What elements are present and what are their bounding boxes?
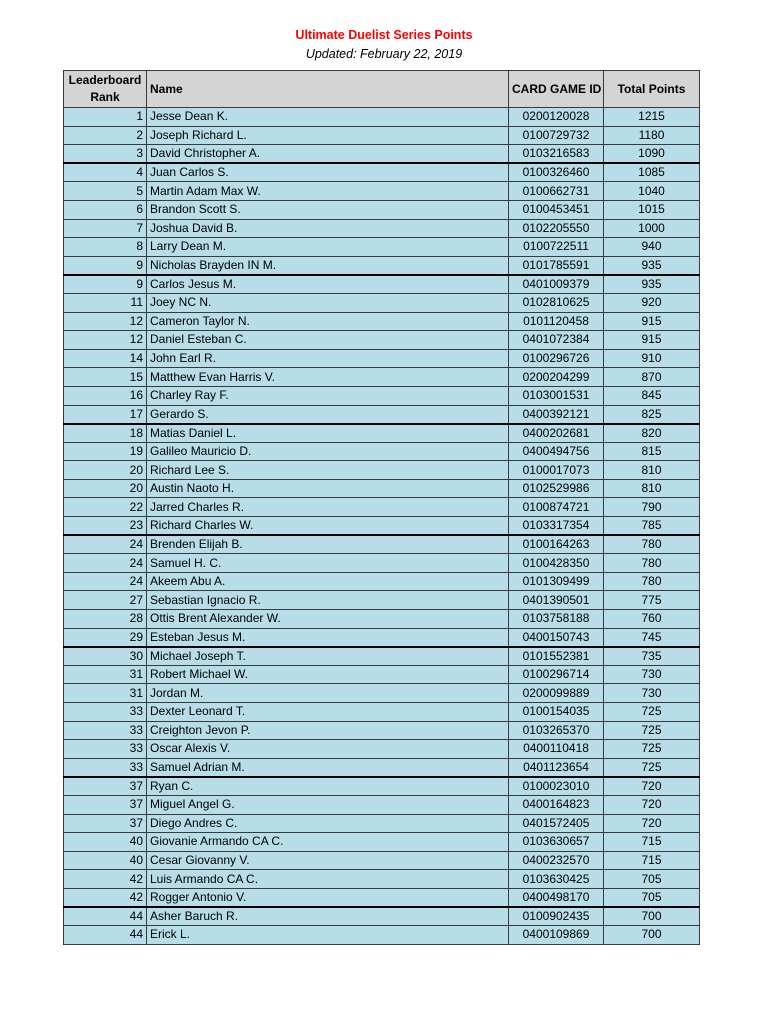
rank-cell: 33 (64, 740, 147, 759)
total-points-cell: 1180 (604, 126, 700, 145)
name-cell: Juan Carlos S. (147, 163, 509, 182)
card-game-id-cell: 0103216583 (509, 145, 604, 164)
table-row (64, 200, 700, 219)
card-game-id-cell: 0103630657 (509, 833, 604, 852)
table-row (64, 163, 700, 182)
total-points-cell: 725 (604, 703, 700, 722)
name-cell: Michael Joseph T. (147, 647, 509, 666)
card-game-id-cell: 0400109869 (509, 926, 604, 945)
leaderboard-table (63, 70, 700, 945)
total-points-cell: 845 (604, 386, 700, 405)
table-row (64, 108, 700, 127)
rank-cell: 12 (64, 331, 147, 350)
table-row (64, 535, 700, 554)
table-row (64, 479, 700, 498)
name-cell: Galileo Mauricio D. (147, 442, 509, 461)
name-cell: John Earl R. (147, 349, 509, 368)
table-row (64, 219, 700, 238)
table-row (64, 684, 700, 703)
rank-cell: 3 (64, 145, 147, 164)
table-row (64, 386, 700, 405)
name-cell: Creighton Jevon P. (147, 721, 509, 740)
card-game-id-cell: 0100729732 (509, 126, 604, 145)
name-cell: Rogger Antonio V. (147, 888, 509, 907)
card-game-id-cell: 0200120028 (509, 108, 604, 127)
name-cell: Larry Dean M. (147, 238, 509, 257)
rank-cell: 15 (64, 368, 147, 387)
card-game-id-cell: 0100453451 (509, 200, 604, 219)
total-points-cell: 720 (604, 795, 700, 814)
total-points-cell: 730 (604, 665, 700, 684)
table-row (64, 703, 700, 722)
name-cell: Richard Charles W. (147, 517, 509, 536)
card-game-id-cell: 0101309499 (509, 572, 604, 591)
rank-cell: 20 (64, 479, 147, 498)
rank-cell: 28 (64, 610, 147, 629)
table-row (64, 498, 700, 517)
name-cell: Jesse Dean K. (147, 108, 509, 127)
document-title: Ultimate Duelist Series Points (295, 28, 473, 42)
total-points-cell: 720 (604, 814, 700, 833)
rank-cell: 44 (64, 907, 147, 926)
total-points-cell: 935 (604, 275, 700, 294)
name-cell: Luis Armando CA C. (147, 870, 509, 889)
rank-cell: 8 (64, 238, 147, 257)
table-row (64, 424, 700, 443)
card-game-id-cell: 0103265370 (509, 721, 604, 740)
column-header-total-points: Total Points (604, 71, 700, 108)
card-game-id-cell: 0400110418 (509, 740, 604, 759)
name-cell: Ottis Brent Alexander W. (147, 610, 509, 629)
total-points-cell: 725 (604, 721, 700, 740)
rank-cell: 24 (64, 572, 147, 591)
name-cell: Sebastian Ignacio R. (147, 591, 509, 610)
table-row (64, 740, 700, 759)
total-points-cell: 1085 (604, 163, 700, 182)
name-cell: Dexter Leonard T. (147, 703, 509, 722)
rank-cell: 22 (64, 498, 147, 517)
total-points-cell: 745 (604, 628, 700, 647)
column-header-rank-line1: Leaderboard (68, 73, 142, 87)
card-game-id-cell: 0400232570 (509, 851, 604, 870)
name-cell: Asher Baruch R. (147, 907, 509, 926)
card-game-id-cell: 0100296726 (509, 349, 604, 368)
table-row (64, 572, 700, 591)
card-game-id-cell: 0101120458 (509, 312, 604, 331)
column-header-rank-line2: Rank (90, 90, 120, 104)
table-row (64, 517, 700, 536)
card-game-id-cell: 0100154035 (509, 703, 604, 722)
card-game-id-cell: 0400150743 (509, 628, 604, 647)
total-points-cell: 935 (604, 256, 700, 275)
table-row (64, 293, 700, 312)
card-game-id-cell: 0100017073 (509, 461, 604, 480)
rank-cell: 44 (64, 926, 147, 945)
name-cell: Matthew Evan Harris V. (147, 368, 509, 387)
name-cell: Samuel Adrian M. (147, 758, 509, 777)
rank-cell: 12 (64, 312, 147, 331)
table-row (64, 758, 700, 777)
card-game-id-cell: 0100722511 (509, 238, 604, 257)
card-game-id-cell: 0100662731 (509, 182, 604, 201)
rank-cell: 9 (64, 275, 147, 294)
card-game-id-cell: 0401390501 (509, 591, 604, 610)
rank-cell: 9 (64, 256, 147, 275)
rank-cell: 7 (64, 219, 147, 238)
table-row (64, 851, 700, 870)
name-cell: Charley Ray F. (147, 386, 509, 405)
rank-cell: 40 (64, 851, 147, 870)
name-cell: Robert Michael W. (147, 665, 509, 684)
total-points-cell: 720 (604, 777, 700, 796)
name-cell: Matias Daniel L. (147, 424, 509, 443)
card-game-id-cell: 0103317354 (509, 517, 604, 536)
total-points-cell: 915 (604, 312, 700, 331)
rank-cell: 19 (64, 442, 147, 461)
table-row (64, 405, 700, 424)
name-cell: Daniel Esteban C. (147, 331, 509, 350)
rank-cell: 24 (64, 535, 147, 554)
column-header-rank (64, 71, 147, 108)
table-row (64, 331, 700, 350)
card-game-id-cell: 0401123654 (509, 758, 604, 777)
name-cell: Richard Lee S. (147, 461, 509, 480)
total-points-cell: 1090 (604, 145, 700, 164)
total-points-cell: 775 (604, 591, 700, 610)
total-points-cell: 715 (604, 851, 700, 870)
table-row (64, 275, 700, 294)
table-row (64, 795, 700, 814)
name-cell: David Christopher A. (147, 145, 509, 164)
card-game-id-cell: 0200099889 (509, 684, 604, 703)
rank-cell: 30 (64, 647, 147, 666)
card-game-id-cell: 0400392121 (509, 405, 604, 424)
total-points-cell: 815 (604, 442, 700, 461)
rank-cell: 17 (64, 405, 147, 424)
total-points-cell: 785 (604, 517, 700, 536)
table-row (64, 628, 700, 647)
name-cell: Samuel H. C. (147, 554, 509, 573)
total-points-cell: 730 (604, 684, 700, 703)
rank-cell: 24 (64, 554, 147, 573)
table-row (64, 610, 700, 629)
name-cell: Brandon Scott S. (147, 200, 509, 219)
table-row (64, 126, 700, 145)
total-points-cell: 780 (604, 572, 700, 591)
rank-cell: 33 (64, 721, 147, 740)
total-points-cell: 700 (604, 926, 700, 945)
total-points-cell: 810 (604, 461, 700, 480)
rank-cell: 33 (64, 758, 147, 777)
table-row (64, 461, 700, 480)
name-cell: Ryan C. (147, 777, 509, 796)
table-row (64, 777, 700, 796)
table-row (64, 833, 700, 852)
card-game-id-cell: 0400498170 (509, 888, 604, 907)
table-row (64, 182, 700, 201)
name-cell: Joey NC N. (147, 293, 509, 312)
rank-cell: 31 (64, 665, 147, 684)
name-cell: Nicholas Brayden IN M. (147, 256, 509, 275)
card-game-id-cell: 0102810625 (509, 293, 604, 312)
table-row (64, 349, 700, 368)
total-points-cell: 1000 (604, 219, 700, 238)
card-game-id-cell: 0100874721 (509, 498, 604, 517)
rank-cell: 1 (64, 108, 147, 127)
name-cell: Esteban Jesus M. (147, 628, 509, 647)
total-points-cell: 870 (604, 368, 700, 387)
rank-cell: 37 (64, 777, 147, 796)
total-points-cell: 1040 (604, 182, 700, 201)
name-cell: Carlos Jesus M. (147, 275, 509, 294)
total-points-cell: 780 (604, 554, 700, 573)
total-points-cell: 705 (604, 870, 700, 889)
rank-cell: 5 (64, 182, 147, 201)
name-cell: Austin Naoto H. (147, 479, 509, 498)
card-game-id-cell: 0200204299 (509, 368, 604, 387)
column-header-name: Name (147, 71, 509, 108)
rank-cell: 31 (64, 684, 147, 703)
total-points-cell: 940 (604, 238, 700, 257)
table-row (64, 312, 700, 331)
table-row (64, 256, 700, 275)
name-cell: Brenden Elijah B. (147, 535, 509, 554)
card-game-id-cell: 0100326460 (509, 163, 604, 182)
total-points-cell: 790 (604, 498, 700, 517)
card-game-id-cell: 0100296714 (509, 665, 604, 684)
card-game-id-cell: 0103001531 (509, 386, 604, 405)
total-points-cell: 810 (604, 479, 700, 498)
column-header-card-game-id: CARD GAME ID (509, 71, 604, 108)
total-points-cell: 715 (604, 833, 700, 852)
card-game-id-cell: 0103758188 (509, 610, 604, 629)
total-points-cell: 1015 (604, 200, 700, 219)
card-game-id-cell: 0100902435 (509, 907, 604, 926)
card-game-id-cell: 0102529986 (509, 479, 604, 498)
card-game-id-cell: 0401572405 (509, 814, 604, 833)
total-points-cell: 760 (604, 610, 700, 629)
table-row (64, 442, 700, 461)
total-points-cell: 735 (604, 647, 700, 666)
table-header-row (64, 71, 700, 108)
table-row (64, 721, 700, 740)
table-row (64, 665, 700, 684)
name-cell: Cameron Taylor N. (147, 312, 509, 331)
total-points-cell: 825 (604, 405, 700, 424)
rank-cell: 42 (64, 870, 147, 889)
total-points-cell: 920 (604, 293, 700, 312)
rank-cell: 37 (64, 814, 147, 833)
rank-cell: 27 (64, 591, 147, 610)
name-cell: Cesar Giovanny V. (147, 851, 509, 870)
table-row (64, 647, 700, 666)
name-cell: Oscar Alexis V. (147, 740, 509, 759)
table-row (64, 870, 700, 889)
updated-date: Updated: February 22, 2019 (305, 47, 463, 61)
name-cell: Martin Adam Max W. (147, 182, 509, 201)
rank-cell: 40 (64, 833, 147, 852)
table-row (64, 907, 700, 926)
name-cell: Jarred Charles R. (147, 498, 509, 517)
leaderboard-rows (64, 108, 700, 945)
rank-cell: 37 (64, 795, 147, 814)
name-cell: Joshua David B. (147, 219, 509, 238)
table-row (64, 368, 700, 387)
card-game-id-cell: 0400494756 (509, 442, 604, 461)
name-cell: Diego Andres C. (147, 814, 509, 833)
total-points-cell: 1215 (604, 108, 700, 127)
total-points-cell: 705 (604, 888, 700, 907)
card-game-id-cell: 0100164263 (509, 535, 604, 554)
rank-cell: 18 (64, 424, 147, 443)
name-cell: Miguel Angel G. (147, 795, 509, 814)
card-game-id-cell: 0400164823 (509, 795, 604, 814)
table-row (64, 888, 700, 907)
rank-cell: 14 (64, 349, 147, 368)
total-points-cell: 725 (604, 758, 700, 777)
table-row (64, 591, 700, 610)
name-cell: Jordan M. (147, 684, 509, 703)
card-game-id-cell: 0101552381 (509, 647, 604, 666)
total-points-cell: 700 (604, 907, 700, 926)
rank-cell: 16 (64, 386, 147, 405)
rank-cell: 33 (64, 703, 147, 722)
rank-cell: 29 (64, 628, 147, 647)
total-points-cell: 820 (604, 424, 700, 443)
rank-cell: 11 (64, 293, 147, 312)
name-cell: Giovanie Armando CA C. (147, 833, 509, 852)
table-row (64, 145, 700, 164)
rank-cell: 42 (64, 888, 147, 907)
name-cell: Erick L. (147, 926, 509, 945)
table-row (64, 238, 700, 257)
rank-cell: 2 (64, 126, 147, 145)
rank-cell: 4 (64, 163, 147, 182)
card-game-id-cell: 0100428350 (509, 554, 604, 573)
name-cell: Joseph Richard L. (147, 126, 509, 145)
rank-cell: 6 (64, 200, 147, 219)
rank-cell: 20 (64, 461, 147, 480)
name-cell: Akeem Abu A. (147, 572, 509, 591)
card-game-id-cell: 0401072384 (509, 331, 604, 350)
table-row (64, 814, 700, 833)
table-row (64, 926, 700, 945)
name-cell: Gerardo S. (147, 405, 509, 424)
card-game-id-cell: 0103630425 (509, 870, 604, 889)
card-game-id-cell: 0401009379 (509, 275, 604, 294)
card-game-id-cell: 0101785591 (509, 256, 604, 275)
total-points-cell: 725 (604, 740, 700, 759)
card-game-id-cell: 0102205550 (509, 219, 604, 238)
total-points-cell: 780 (604, 535, 700, 554)
total-points-cell: 910 (604, 349, 700, 368)
table-row (64, 554, 700, 573)
card-game-id-cell: 0400202681 (509, 424, 604, 443)
total-points-cell: 915 (604, 331, 700, 350)
rank-cell: 23 (64, 517, 147, 536)
card-game-id-cell: 0100023010 (509, 777, 604, 796)
